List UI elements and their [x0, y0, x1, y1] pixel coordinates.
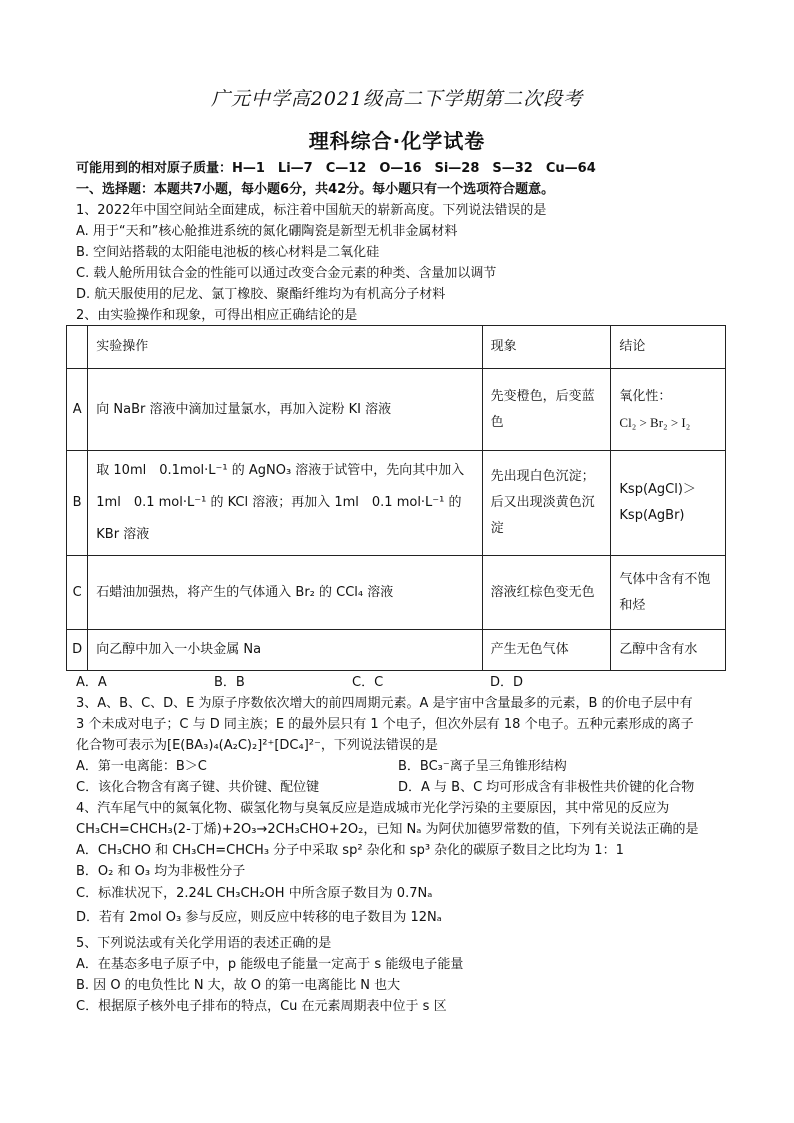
- table-header-label: [67, 326, 88, 369]
- table-row: [67, 556, 726, 630]
- row-conclusion: [611, 556, 726, 630]
- experiment-table: [66, 325, 726, 671]
- row-label: B: [67, 451, 88, 556]
- row-conclusion: [611, 369, 726, 451]
- row-phenomenon: 溶液红棕色变无色: [482, 556, 611, 630]
- row-label: A: [67, 369, 88, 451]
- table-row: [67, 369, 726, 451]
- table-row: [67, 451, 726, 556]
- q1-option-d: D. 航天服使用的尼龙、氯丁橡胶、聚酯纤维均为有机高分子材料: [76, 287, 446, 302]
- table-header-conclusion: 结论: [611, 326, 726, 369]
- q2-option-b: B．B: [214, 675, 245, 690]
- atomic-masses: 可能用到的相对原子质量：H—1 Li—7 C—12 O—16 Si—28 S—32 Cu—64: [76, 161, 596, 176]
- section-heading: 一、选择题：本题共7小题，每小题6分，共42分。每小题只有一个选项符合题意。: [76, 182, 555, 197]
- q2-option-a: A．A: [76, 675, 107, 690]
- row-phenomenon: 先变橙色，后变蓝色: [482, 369, 611, 451]
- table-header-row: [67, 326, 726, 369]
- conclusion-line-1: Ksp(AgCl)＞: [619, 482, 696, 497]
- q5-stem: 5、下列说法或有关化学用语的表述正确的是: [76, 936, 332, 951]
- q3-option-a: A．第一电离能：B＞C: [76, 759, 207, 774]
- q2-options: [76, 673, 628, 693]
- row-conclusion: [611, 451, 726, 556]
- conclusion-line-2: Cl₂ > Br₂ > I₂: [619, 414, 691, 430]
- q4-option-d: D．若有 2mol O₃ 参与反应，则反应中转移的电子数目为 12Nₐ: [76, 910, 442, 925]
- q3-option-d: D．A 与 B、C 均可形成含有非极性共价键的化合物: [398, 780, 695, 795]
- q3-option-c: C．该化合物含有离子键、共价键、配位键: [76, 780, 320, 795]
- row-operation: 石蜡油加强热，将产生的气体通入 Br₂ 的 CCl₄ 溶液: [88, 556, 482, 630]
- q3-stem-line-2: 3 个未成对电子；C 与 D 同主族；E 的最外层只有 1 个电子，但次外层有 18 个电子。五种元素形成的离子: [76, 717, 694, 732]
- q4-option-a: A．CH₃CHO 和 CH₃CH=CHCH₃ 分子中采取 sp² 杂化和 sp³ 杂化的碳原子数目之比均为 1：1: [76, 843, 624, 858]
- q1-stem: 1、2022年中国空间站全面建成，标注着中国航天的崭新高度。下列说法错误的是: [76, 203, 547, 218]
- row-phenomenon: 先出现白色沉淀；后又出现淡黄色沉淀: [482, 451, 611, 556]
- table-header-phenomenon: 现象: [482, 326, 611, 369]
- q4-stem-line-1: 4、汽车尾气中的氮氧化物、碳氢化物与臭氧反应是造成城市光化学污染的主要原因，其中常见的反应为: [76, 801, 670, 816]
- row-operation: 取 10ml 0.1mol·L⁻¹ 的 AgNO₃ 溶液于试管中，先向其中加入 1ml 0.1 mol·L⁻¹ 的 KCl 溶液；再加入 1ml 0.1 mol·L⁻¹ 的 KBr 溶液: [88, 451, 482, 556]
- exam-subtitle: 理科综合·化学试卷: [308, 129, 486, 153]
- row-operation: 向乙醇中加入一小块金属 Na: [88, 630, 482, 671]
- q5-option-a: A．在基态多电子原子中，p 能级电子能量一定高于 s 能级电子能量: [76, 957, 464, 972]
- table-header-operation: 实验操作: [88, 326, 482, 369]
- q4-stem-line-2: CH₃CH=CHCH₃(2-丁烯)+2O₃→2CH₃CHO+2O₂，已知 Nₐ 为阿伏加德罗常数的值，下列有关说法正确的是: [76, 822, 699, 837]
- conclusion-line-1: 氧化性：: [619, 388, 672, 404]
- q2-option-c: C．C: [352, 675, 384, 690]
- q5-option-b: B. 因 O 的电负性比 N 大，故 O 的第一电离能比 N 也大: [76, 978, 401, 993]
- q3-option-b: B．BC₃⁻离子呈三角锥形结构: [398, 759, 567, 774]
- row-operation: 向 NaBr 溶液中滴加过量氯水，再加入淀粉 KI 溶液: [88, 369, 482, 451]
- row-label: D: [67, 630, 88, 671]
- q4-option-c: C．标准状况下，2.24L CH₃CH₂OH 中所含原子数目为 0.7Nₐ: [76, 886, 433, 901]
- q1-option-a: A. 用于“天和”核心舱推进系统的氮化硼陶瓷是新型无机非金属材料: [76, 224, 458, 239]
- conclusion-line-1: 气体中含有不饱和烃: [619, 571, 711, 613]
- q1-option-c: C. 载人舱所用钛合金的性能可以通过改变合金元素的种类、含量加以调节: [76, 266, 497, 281]
- q2-option-d: D．D: [490, 675, 524, 690]
- conclusion-line-2: Ksp(AgBr): [619, 508, 685, 523]
- q5-option-c: C．根据原子核外电子排布的特点，Cu 在元素周期表中位于 s 区: [76, 999, 447, 1014]
- q3-stem-line-3: 化合物可表示为[E(BA₃)₄(A₂C)₂]²⁺[DC₄]²⁻，下列说法错误的是: [76, 738, 438, 753]
- exam-title: 广元中学高2021级高二下学期第二次段考: [210, 88, 584, 110]
- q4-option-b: B．O₂ 和 O₃ 均为非极性分子: [76, 864, 246, 879]
- row-label: C: [67, 556, 88, 630]
- q2-stem: 2、由实验操作和现象，可得出相应正确结论的是: [76, 308, 358, 323]
- table-row: [67, 630, 726, 671]
- row-conclusion: 乙醇中含有水: [611, 630, 726, 671]
- q1-option-b: B. 空间站搭载的太阳能电池板的核心材料是二氧化硅: [76, 245, 380, 260]
- row-phenomenon: 产生无色气体: [482, 630, 611, 671]
- q3-stem-line-1: 3、A、B、C、D、E 为原子序数依次增大的前四周期元素。A 是宇宙中含量最多的元素，B 的价电子层中有: [76, 696, 693, 711]
